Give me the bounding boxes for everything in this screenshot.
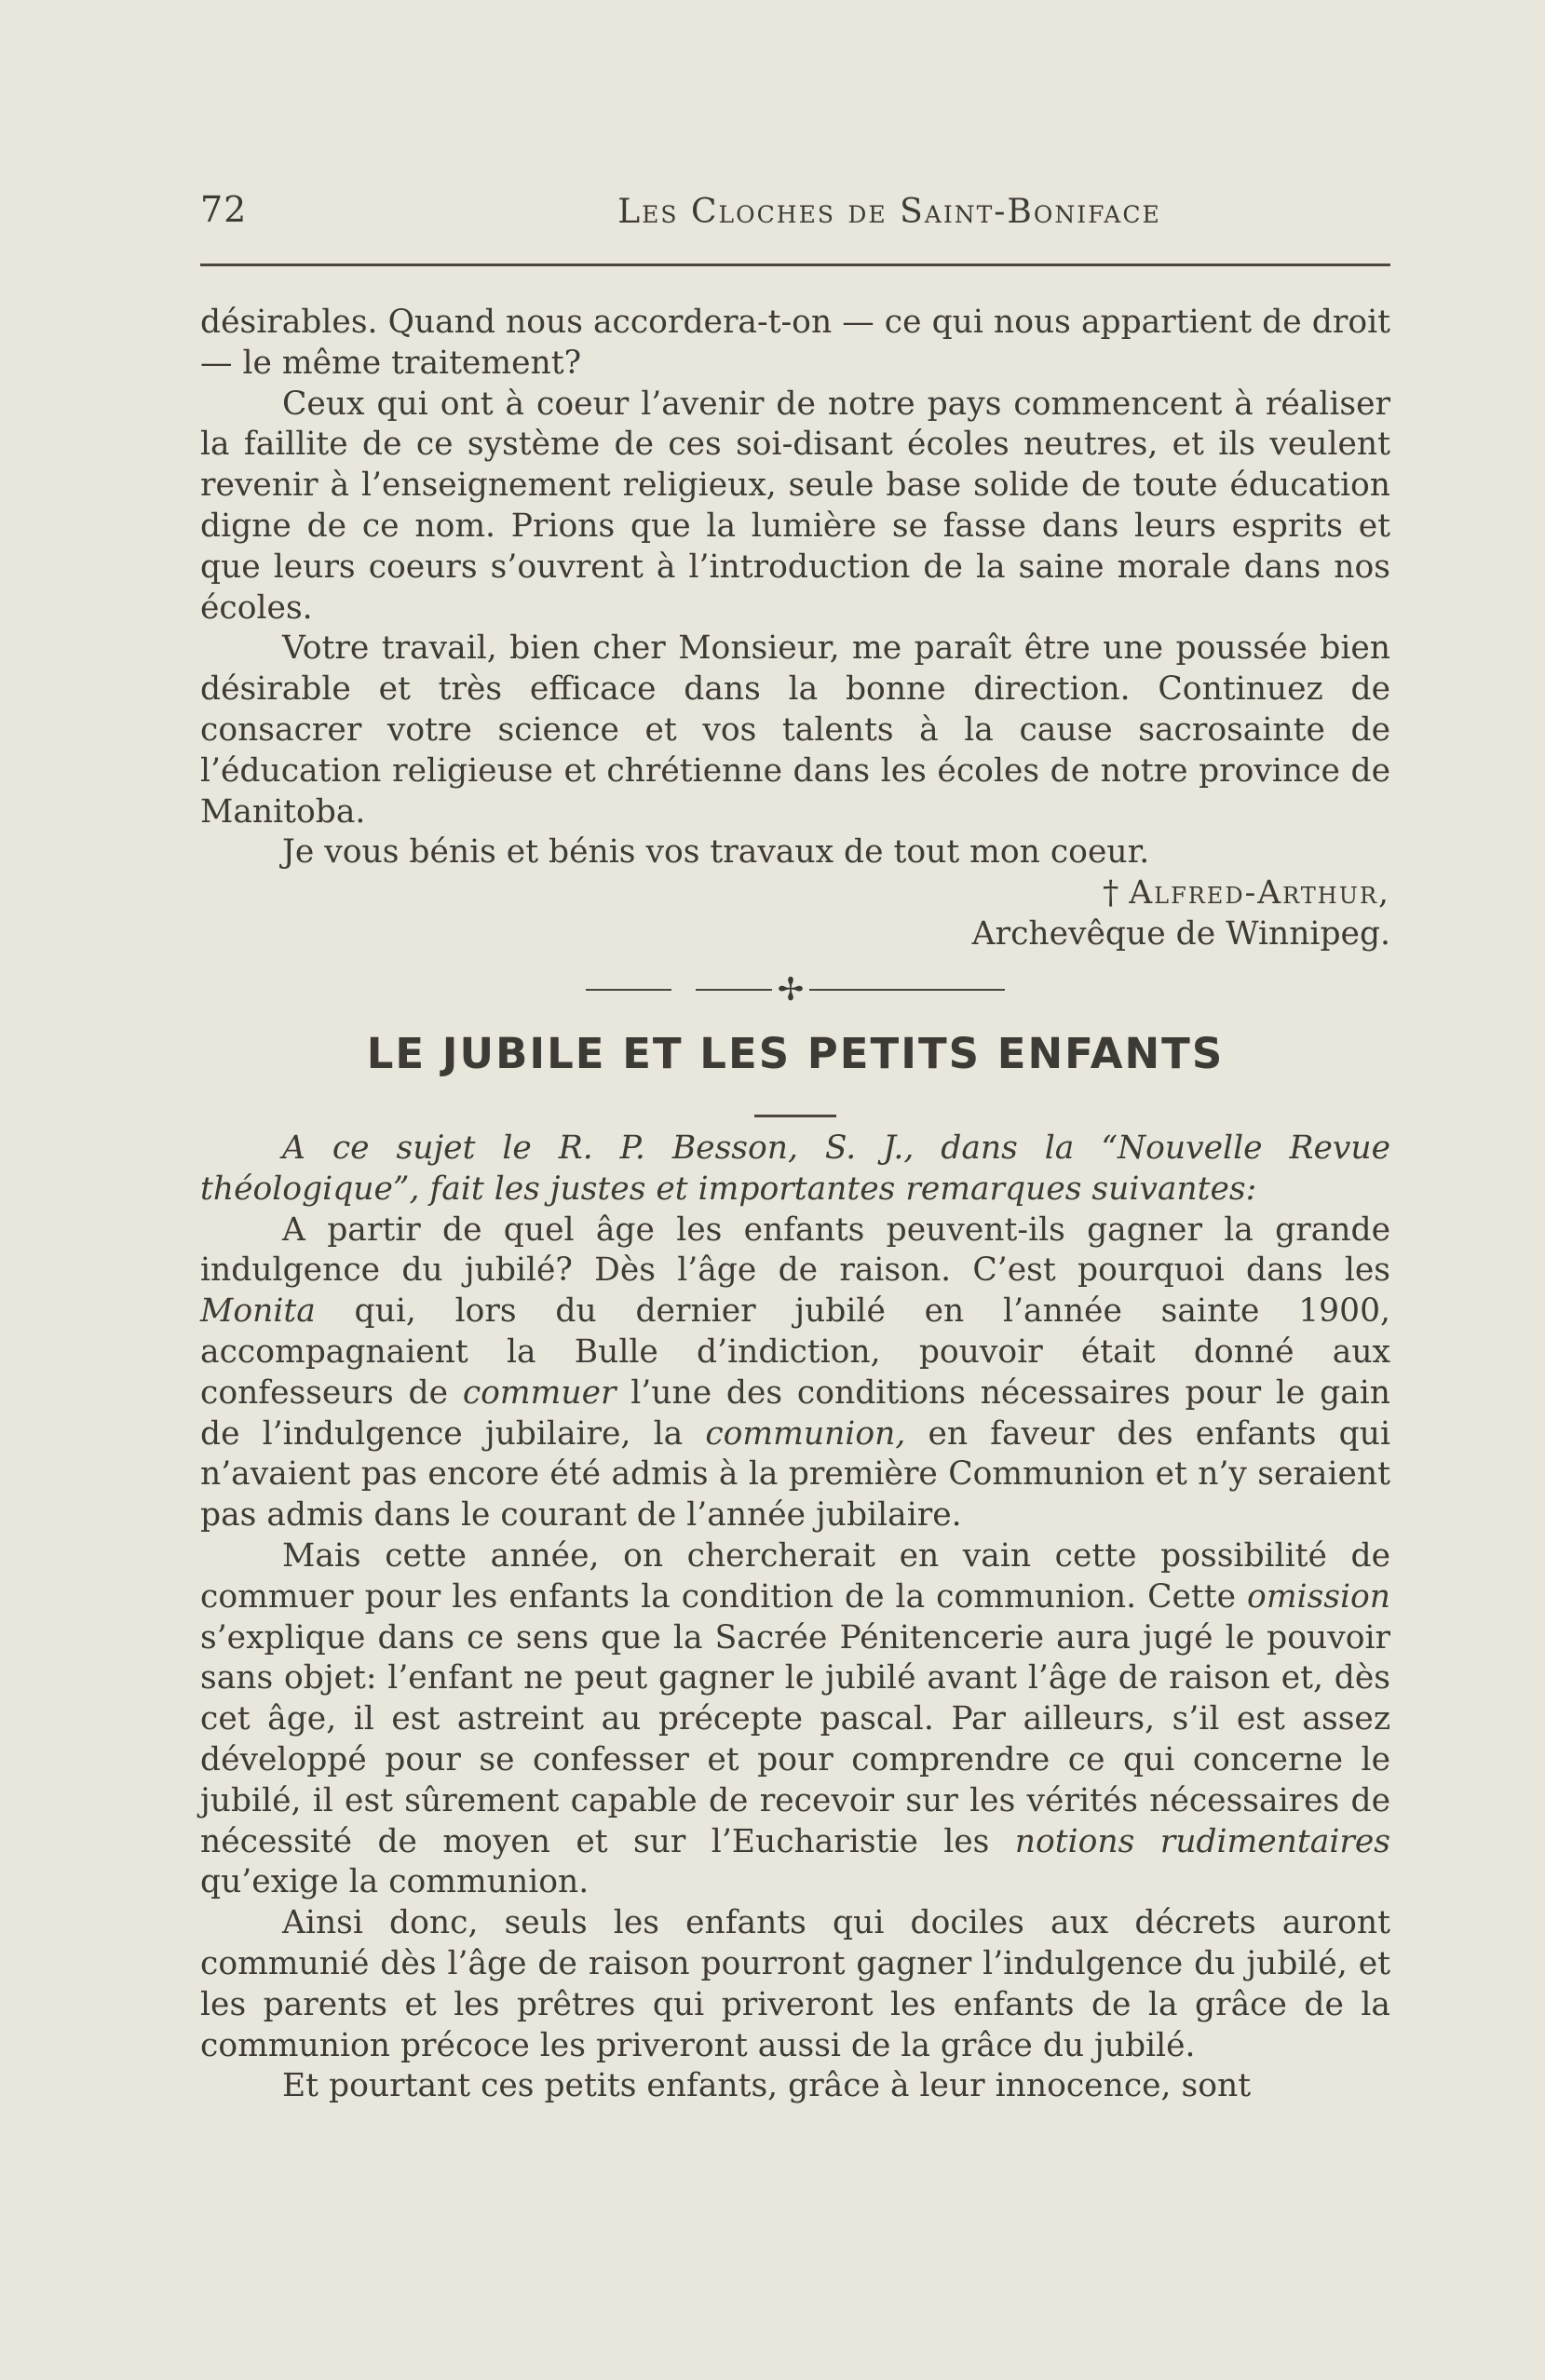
title-rule	[754, 1115, 836, 1117]
section-divider	[200, 967, 1390, 1013]
paragraph: Ainsi donc, seuls les enfants qui dociles aux décrets auront communié dès l’âge de raison pourront gagner l’indulgence du jubilé, et les parents et les prêtres qui priveront les enfants de la grâce de la communion précoce les priveront aussi de la grâce du jubilé.	[200, 1904, 1390, 2064]
cross-ornament-icon: ✢	[777, 970, 805, 1008]
paragraph: Mais cette année, on chercherait en vain cette possibilité de commuer pour les enfants la condition de la communion. Cette omission s’explique dans ce sens que la Sacrée Pénitencerie aura jugé le pouvoir sans objet: l’enfant ne peut gagner le jubilé avant l’âge de raison et, dès cet âge, il est astreint au précepte pascal. Par ailleurs, s’il est assez développé pour se confesser et pour comprendre ce qui concerne le jubilé, il est sûrement capable de recevoir sur les vérités nécessaires de nécessité de moyen et sur l’Eucharistie les notions rudimentaires qu’exige la communion.	[200, 1537, 1390, 1901]
page-number: 72	[200, 189, 248, 230]
divider-rule	[586, 989, 671, 991]
article-intro: A ce sujet le R. P. Besson, S. J., dans la “Nouvelle Revue théologique”, fait les justes et importantes remarques suivantes:	[200, 1129, 1390, 1208]
letter-conclusion	[200, 303, 1390, 955]
article-body	[200, 1129, 1390, 2107]
article-title: LE JUBILE ET LES PETITS ENFANTS	[366, 1028, 1225, 1078]
signature-title: Archevêque de Winnipeg.	[971, 914, 1390, 953]
header-rule	[200, 264, 1390, 266]
italic-term: omission	[1247, 1577, 1390, 1616]
paragraph: A partir de quel âge les enfants peuvent-ils gagner la grande indulgence du jubilé? Dès l’âge de raison. C’est pourquoi dans les Monita qui, lors du dernier jubilé en l’année sainte 1900, accompagnaient la Bulle d’indiction, pouvoir était donné aux confesseurs de commuer l’une des conditions nécessaires pour le gain de l’indulgence jubilaire, la communion, en faveur des enfants qui n’avaient pas encore été admis à la première Communion et n’y seraient pas admis dans le courant de l’année jubilaire.	[200, 1210, 1390, 1535]
paragraph: Votre travail, bien cher Monsieur, me paraît être une poussée bien désirable et très efficace dans la bonne direction. Continuez de consacrer votre science et vos talents à la cause sacrosainte de l’éducation religieuse et chrétienne dans les écoles de notre province de Manitoba.	[200, 629, 1390, 831]
page-header	[200, 189, 1390, 245]
page-body	[200, 303, 1390, 2107]
italic-term: commuer	[462, 1373, 617, 1412]
italic-term: communion,	[705, 1414, 906, 1453]
divider-rule	[696, 989, 772, 991]
paragraph: Ceux qui ont à coeur l’avenir de notre pays commencent à réaliser la faillite de ce système de ces soi-disant écoles neutres, et ils veulent revenir à l’enseignement religieux, seule base solide de toute éducation digne de ce nom. Prions que la lumière se fasse dans leurs esprits et que leurs coeurs s’ouvrent à l’introduction de la saine morale dans nos écoles.	[200, 385, 1390, 627]
divider-rule	[809, 989, 1005, 991]
paragraph: Je vous bénis et bénis vos travaux de tout mon coeur.	[282, 833, 1150, 872]
signature-name: Alfred-Arthur,	[1129, 874, 1390, 913]
signature-line	[200, 873, 1390, 914]
running-title: Les Cloches de Saint-Boniface	[617, 193, 1161, 231]
cross-icon: †	[1103, 874, 1119, 913]
paragraph: Et pourtant ces petits enfants, grâce à leur innocence, sont	[282, 2067, 1252, 2105]
italic-term: Monita	[200, 1292, 316, 1331]
paragraph: désirables. Quand nous accordera-t-on — ce qui nous appartient de droit — le même traitement?	[200, 304, 1390, 382]
italic-term: notions rudimentaires	[1014, 1822, 1390, 1860]
